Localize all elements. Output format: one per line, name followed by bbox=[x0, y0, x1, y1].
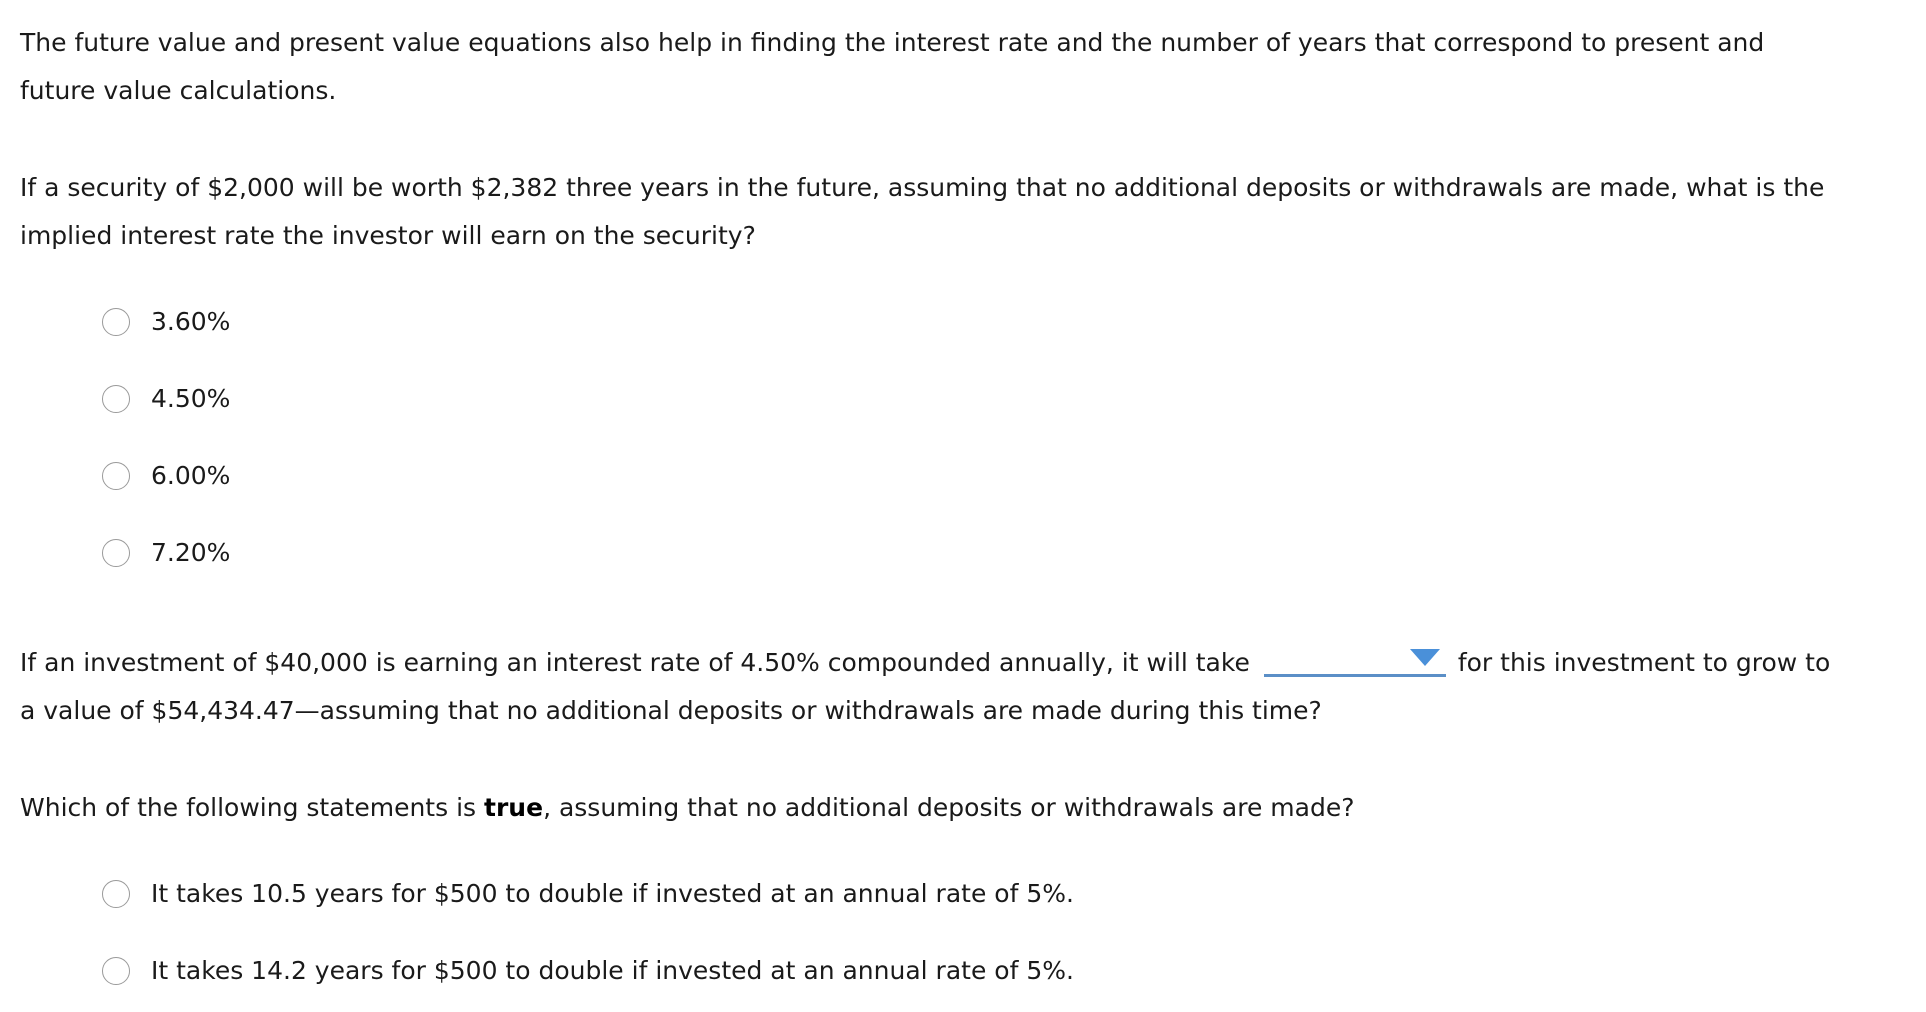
q1-option-3[interactable] bbox=[102, 461, 230, 491]
radio-button[interactable] bbox=[102, 539, 130, 567]
question1-prompt: If a security of $2,000 will be worth $2,382 three years in the future, assuming that no additional deposits or withdrawals are made, what is the implied interest rate the investor will earn on the security? bbox=[20, 173, 1825, 250]
question3-prompt bbox=[20, 784, 1840, 832]
radio-button[interactable] bbox=[102, 957, 130, 985]
intro-text: The future value and present value equations also help in finding the interest rate and the number of years that correspond to present and future value calculations. bbox=[20, 28, 1765, 105]
radio-button[interactable] bbox=[102, 308, 130, 336]
q1-option-1[interactable] bbox=[102, 307, 230, 337]
q3-option-2[interactable] bbox=[102, 956, 1074, 986]
option-label: 4.50% bbox=[151, 384, 231, 413]
question2-text-before: If an investment of $40,000 is earning an interest rate of 4.50% compounded annually, it will take bbox=[20, 648, 1250, 677]
q3-option-1[interactable] bbox=[102, 879, 1074, 909]
question3-text-before: Which of the following statements is bbox=[20, 793, 485, 822]
option-label: 7.20% bbox=[151, 538, 231, 567]
option-label: It takes 10.5 years for $500 to double if invested at an annual rate of 5%. bbox=[151, 879, 1074, 908]
question3-text-after: , assuming that no additional deposits or withdrawals are made? bbox=[543, 793, 1355, 822]
option-label: 3.60% bbox=[151, 307, 231, 336]
question2-text-after: for this investment to grow to a value of $54,434.47—assuming that no additional deposits or withdrawals are made during this time? bbox=[20, 648, 1831, 725]
q1-option-4[interactable] bbox=[102, 538, 230, 568]
radio-button[interactable] bbox=[102, 880, 130, 908]
question3-emphasis: true bbox=[484, 793, 544, 822]
option-label: 6.00% bbox=[151, 461, 231, 490]
caret-down-icon bbox=[1410, 649, 1440, 666]
radio-button[interactable] bbox=[102, 385, 130, 413]
q1-option-2[interactable] bbox=[102, 384, 230, 414]
years-dropdown[interactable] bbox=[1264, 644, 1446, 677]
option-label: It takes 14.2 years for $500 to double if invested at an annual rate of 5%. bbox=[151, 956, 1074, 985]
radio-button[interactable] bbox=[102, 462, 130, 490]
question2-prompt bbox=[20, 639, 1840, 735]
